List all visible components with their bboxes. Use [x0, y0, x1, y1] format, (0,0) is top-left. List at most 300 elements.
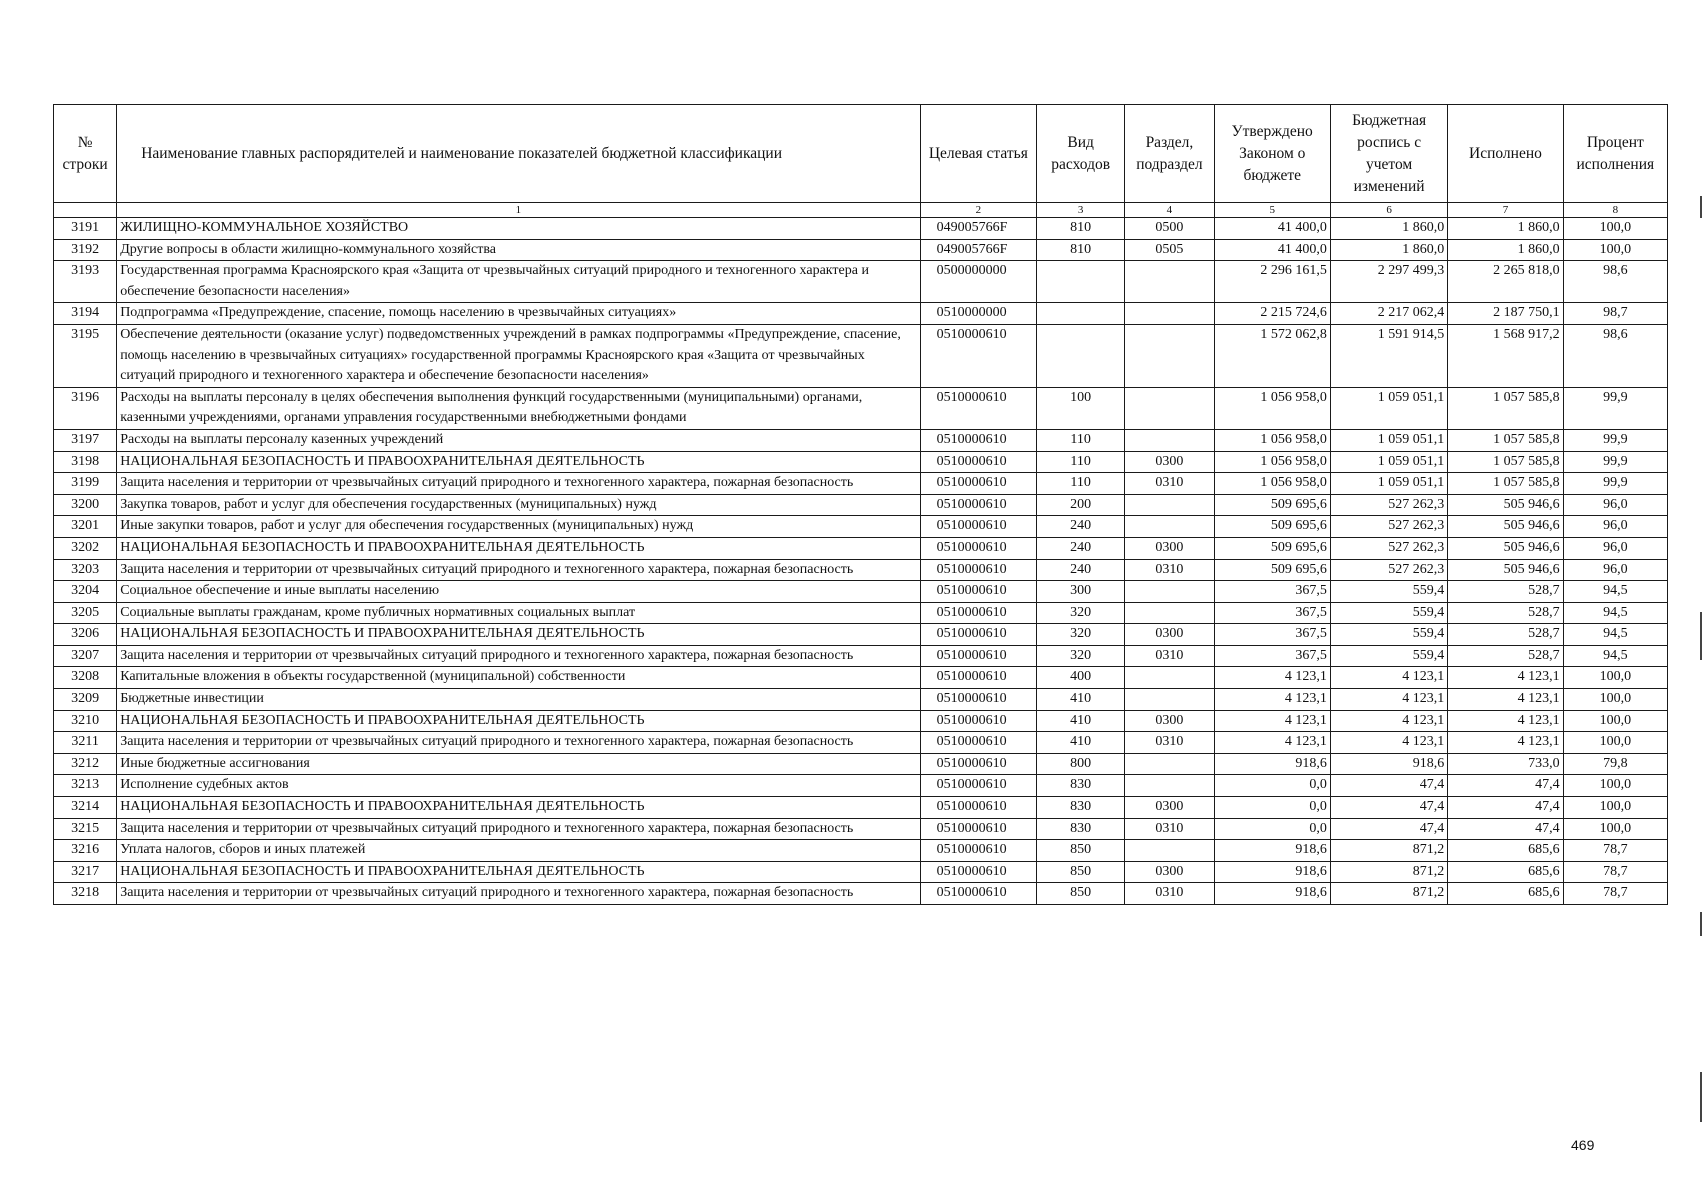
approved-amount: 918,6: [1214, 861, 1330, 883]
row-number: 3217: [54, 861, 117, 883]
execution-percent: 78,7: [1563, 861, 1667, 883]
row-number: 3206: [54, 624, 117, 646]
executed-amount: 685,6: [1448, 861, 1563, 883]
table-row: [54, 559, 1668, 581]
expense-type: 830: [1037, 818, 1125, 840]
table-header: [54, 105, 1668, 218]
approved-amount: 367,5: [1214, 645, 1330, 667]
expense-type: 240: [1037, 516, 1125, 538]
section-code: 0310: [1125, 732, 1214, 754]
row-name: НАЦИОНАЛЬНАЯ БЕЗОПАСНОСТЬ И ПРАВООХРАНИТЕЛЬНАЯ ДЕЯТЕЛЬНОСТЬ: [117, 624, 920, 646]
budget-amount: 2 297 499,3: [1330, 261, 1447, 303]
budget-amount: 4 123,1: [1330, 689, 1447, 711]
target-article: 0510000610: [920, 753, 1036, 775]
target-article: 0510000610: [920, 797, 1036, 819]
table-row: [54, 581, 1668, 603]
budget-amount: 871,2: [1330, 840, 1447, 862]
column-number: 5: [1214, 203, 1330, 218]
row-number: 3214: [54, 797, 117, 819]
approved-amount: 367,5: [1214, 581, 1330, 603]
table-row: [54, 261, 1668, 303]
column-number: 7: [1448, 203, 1563, 218]
row-number: 3194: [54, 303, 117, 325]
budget-amount: 1 860,0: [1330, 218, 1447, 240]
table-row: [54, 732, 1668, 754]
col-expense-type-header: Вид расходов: [1037, 105, 1125, 203]
target-article: 049005766F: [920, 239, 1036, 261]
target-article: 049005766F: [920, 218, 1036, 240]
section-code: 0310: [1125, 645, 1214, 667]
target-article: 0510000610: [920, 624, 1036, 646]
executed-amount: 1 860,0: [1448, 239, 1563, 261]
col-article-header: Целевая статья: [920, 105, 1036, 203]
budget-amount: 918,6: [1330, 753, 1447, 775]
budget-amount: 871,2: [1330, 883, 1447, 905]
executed-amount: 2 265 818,0: [1448, 261, 1563, 303]
target-article: 0510000610: [920, 840, 1036, 862]
executed-amount: 685,6: [1448, 840, 1563, 862]
approved-amount: 4 123,1: [1214, 689, 1330, 711]
table-row: [54, 537, 1668, 559]
row-number: 3209: [54, 689, 117, 711]
approved-amount: 367,5: [1214, 602, 1330, 624]
expense-type: 320: [1037, 645, 1125, 667]
budget-amount: 1 059 051,1: [1330, 473, 1447, 495]
target-article: 0510000610: [920, 645, 1036, 667]
row-name: НАЦИОНАЛЬНАЯ БЕЗОПАСНОСТЬ И ПРАВООХРАНИТЕЛЬНАЯ ДЕЯТЕЛЬНОСТЬ: [117, 710, 920, 732]
table-row: [54, 710, 1668, 732]
row-name: Расходы на выплаты персоналу в целях обеспечения выполнения функций государственными (муниципальными) органами, казенными учреждениями, органами управления государственными внебюджетными фондами: [117, 387, 920, 429]
section-code: [1125, 516, 1214, 538]
table-row: [54, 387, 1668, 429]
budget-amount: 559,4: [1330, 602, 1447, 624]
row-number: 3213: [54, 775, 117, 797]
row-name: Другие вопросы в области жилищно-коммунального хозяйства: [117, 239, 920, 261]
execution-percent: 94,5: [1563, 581, 1667, 603]
expense-type: 410: [1037, 710, 1125, 732]
table-row: [54, 303, 1668, 325]
expense-type: 410: [1037, 732, 1125, 754]
approved-amount: 367,5: [1214, 624, 1330, 646]
table-row: [54, 775, 1668, 797]
target-article: 0510000610: [920, 387, 1036, 429]
executed-amount: 4 123,1: [1448, 710, 1563, 732]
executed-amount: 528,7: [1448, 645, 1563, 667]
approved-amount: 0,0: [1214, 818, 1330, 840]
table-row: [54, 494, 1668, 516]
target-article: 0510000610: [920, 451, 1036, 473]
row-number: 3203: [54, 559, 117, 581]
scan-edge-mark: [1700, 1072, 1702, 1122]
row-number: 3207: [54, 645, 117, 667]
header-row: [54, 105, 1668, 203]
target-article: 0510000610: [920, 581, 1036, 603]
expense-type: 850: [1037, 840, 1125, 862]
section-code: [1125, 602, 1214, 624]
execution-percent: 98,6: [1563, 324, 1667, 387]
target-article: 0510000610: [920, 537, 1036, 559]
executed-amount: 505 946,6: [1448, 516, 1563, 538]
row-number: 3218: [54, 883, 117, 905]
scan-edge-mark: [1700, 196, 1702, 218]
row-number: 3216: [54, 840, 117, 862]
expense-type: [1037, 303, 1125, 325]
target-article: 0510000610: [920, 775, 1036, 797]
col-row-number-header: № строки: [54, 105, 117, 203]
row-name: Обеспечение деятельности (оказание услуг) подведомственных учреждений в рамках подпрограммы «Предупреждение, спасение, помощь населению в чрезвычайных ситуациях» государственной программы Красноярского края «Защита от чрезвычайных ситуаций природного и техногенного характера и обеспечение безопасности населения»: [117, 324, 920, 387]
row-number: 3201: [54, 516, 117, 538]
row-number: 3196: [54, 387, 117, 429]
expense-type: [1037, 261, 1125, 303]
executed-amount: 685,6: [1448, 883, 1563, 905]
target-article: 0510000610: [920, 494, 1036, 516]
row-name: Защита населения и территории от чрезвычайных ситуаций природного и техногенного характера, пожарная безопасность: [117, 732, 920, 754]
expense-type: 100: [1037, 387, 1125, 429]
approved-amount: 2 296 161,5: [1214, 261, 1330, 303]
budget-amount: 1 591 914,5: [1330, 324, 1447, 387]
approved-amount: 509 695,6: [1214, 494, 1330, 516]
budget-amount: 1 059 051,1: [1330, 429, 1447, 451]
budget-amount: 1 059 051,1: [1330, 451, 1447, 473]
execution-percent: 100,0: [1563, 797, 1667, 819]
table-row: [54, 667, 1668, 689]
scan-edge-mark: [1700, 912, 1702, 936]
row-number: 3191: [54, 218, 117, 240]
approved-amount: 0,0: [1214, 775, 1330, 797]
col-name-header: Наименование главных распорядителей и наименование показателей бюджетной классификации: [117, 105, 920, 203]
column-number: 6: [1330, 203, 1447, 218]
executed-amount: 47,4: [1448, 818, 1563, 840]
row-name: Закупка товаров, работ и услуг для обеспечения государственных (муниципальных) нужд: [117, 494, 920, 516]
approved-amount: 918,6: [1214, 883, 1330, 905]
budget-amount: 1 059 051,1: [1330, 387, 1447, 429]
execution-percent: 96,0: [1563, 516, 1667, 538]
executed-amount: 1 057 585,8: [1448, 429, 1563, 451]
row-name: Защита населения и территории от чрезвычайных ситуаций природного и техногенного характера, пожарная безопасность: [117, 883, 920, 905]
approved-amount: 1 056 958,0: [1214, 429, 1330, 451]
budget-amount: 527 262,3: [1330, 559, 1447, 581]
table-row: [54, 753, 1668, 775]
row-number: 3195: [54, 324, 117, 387]
budget-amount: 527 262,3: [1330, 537, 1447, 559]
expense-type: 240: [1037, 559, 1125, 581]
expense-type: 400: [1037, 667, 1125, 689]
approved-amount: 4 123,1: [1214, 667, 1330, 689]
executed-amount: 505 946,6: [1448, 494, 1563, 516]
column-number: 1: [117, 203, 920, 218]
section-code: 0300: [1125, 861, 1214, 883]
expense-type: 850: [1037, 861, 1125, 883]
row-number: 3200: [54, 494, 117, 516]
approved-amount: 509 695,6: [1214, 559, 1330, 581]
expense-type: 200: [1037, 494, 1125, 516]
row-name: НАЦИОНАЛЬНАЯ БЕЗОПАСНОСТЬ И ПРАВООХРАНИТЕЛЬНАЯ ДЕЯТЕЛЬНОСТЬ: [117, 797, 920, 819]
execution-percent: 99,9: [1563, 451, 1667, 473]
section-code: [1125, 753, 1214, 775]
approved-amount: 4 123,1: [1214, 732, 1330, 754]
table-row: [54, 883, 1668, 905]
expense-type: 110: [1037, 451, 1125, 473]
col-approved-header: Утверждено Законом о бюджете: [1214, 105, 1330, 203]
section-code: [1125, 581, 1214, 603]
section-code: 0300: [1125, 710, 1214, 732]
table-body: [54, 218, 1668, 905]
executed-amount: 4 123,1: [1448, 667, 1563, 689]
target-article: 0510000610: [920, 689, 1036, 711]
execution-percent: 94,5: [1563, 602, 1667, 624]
table-row: [54, 218, 1668, 240]
target-article: 0500000000: [920, 261, 1036, 303]
section-code: 0310: [1125, 883, 1214, 905]
section-code: 0310: [1125, 559, 1214, 581]
approved-amount: 1 572 062,8: [1214, 324, 1330, 387]
executed-amount: 505 946,6: [1448, 537, 1563, 559]
execution-percent: 96,0: [1563, 494, 1667, 516]
execution-percent: 94,5: [1563, 624, 1667, 646]
row-number: 3205: [54, 602, 117, 624]
execution-percent: 100,0: [1563, 818, 1667, 840]
section-code: [1125, 775, 1214, 797]
target-article: 0510000610: [920, 473, 1036, 495]
col-executed-header: Исполнено: [1448, 105, 1563, 203]
executed-amount: 1 568 917,2: [1448, 324, 1563, 387]
execution-percent: 94,5: [1563, 645, 1667, 667]
row-number: 3193: [54, 261, 117, 303]
approved-amount: 509 695,6: [1214, 537, 1330, 559]
executed-amount: 4 123,1: [1448, 732, 1563, 754]
section-code: [1125, 387, 1214, 429]
col-percent-header: Процент исполнения: [1563, 105, 1667, 203]
table-row: [54, 324, 1668, 387]
target-article: 0510000610: [920, 516, 1036, 538]
row-name: Уплата налогов, сборов и иных платежей: [117, 840, 920, 862]
expense-type: 110: [1037, 473, 1125, 495]
target-article: 0510000610: [920, 861, 1036, 883]
target-article: 0510000610: [920, 667, 1036, 689]
row-name: Капитальные вложения в объекты государственной (муниципальной) собственности: [117, 667, 920, 689]
budget-amount: 559,4: [1330, 645, 1447, 667]
row-name: Защита населения и территории от чрезвычайных ситуаций природного и техногенного характера, пожарная безопасность: [117, 645, 920, 667]
approved-amount: 41 400,0: [1214, 218, 1330, 240]
section-code: 0505: [1125, 239, 1214, 261]
executed-amount: 505 946,6: [1448, 559, 1563, 581]
row-name: Исполнение судебных актов: [117, 775, 920, 797]
section-code: [1125, 261, 1214, 303]
budget-amount: 527 262,3: [1330, 494, 1447, 516]
section-code: 0300: [1125, 624, 1214, 646]
table-row: [54, 645, 1668, 667]
expense-type: 110: [1037, 429, 1125, 451]
execution-percent: 78,7: [1563, 840, 1667, 862]
section-code: [1125, 667, 1214, 689]
row-name: НАЦИОНАЛЬНАЯ БЕЗОПАСНОСТЬ И ПРАВООХРАНИТЕЛЬНАЯ ДЕЯТЕЛЬНОСТЬ: [117, 861, 920, 883]
scan-edge-mark: [1700, 612, 1702, 660]
executed-amount: 47,4: [1448, 797, 1563, 819]
row-name: Защита населения и территории от чрезвычайных ситуаций природного и техногенного характера, пожарная безопасность: [117, 559, 920, 581]
executed-amount: 4 123,1: [1448, 689, 1563, 711]
section-code: [1125, 494, 1214, 516]
approved-amount: 41 400,0: [1214, 239, 1330, 261]
approved-amount: 918,6: [1214, 753, 1330, 775]
executed-amount: 1 057 585,8: [1448, 387, 1563, 429]
column-number: 8: [1563, 203, 1667, 218]
approved-amount: 0,0: [1214, 797, 1330, 819]
row-number: 3211: [54, 732, 117, 754]
expense-type: 850: [1037, 883, 1125, 905]
budget-amount: 1 860,0: [1330, 239, 1447, 261]
executed-amount: 2 187 750,1: [1448, 303, 1563, 325]
target-article: 0510000610: [920, 559, 1036, 581]
expense-type: 830: [1037, 775, 1125, 797]
table-row: [54, 516, 1668, 538]
row-name: Расходы на выплаты персоналу казенных учреждений: [117, 429, 920, 451]
row-name: НАЦИОНАЛЬНАЯ БЕЗОПАСНОСТЬ И ПРАВООХРАНИТЕЛЬНАЯ ДЕЯТЕЛЬНОСТЬ: [117, 537, 920, 559]
section-code: [1125, 840, 1214, 862]
row-name: Социальное обеспечение и иные выплаты населению: [117, 581, 920, 603]
section-code: [1125, 303, 1214, 325]
section-code: 0300: [1125, 451, 1214, 473]
row-number: 3198: [54, 451, 117, 473]
column-number: 3: [1037, 203, 1125, 218]
expense-type: [1037, 324, 1125, 387]
execution-percent: 78,7: [1563, 883, 1667, 905]
table-row: [54, 624, 1668, 646]
approved-amount: 1 056 958,0: [1214, 473, 1330, 495]
expense-type: 810: [1037, 218, 1125, 240]
budget-amount: 559,4: [1330, 624, 1447, 646]
budget-amount: 2 217 062,4: [1330, 303, 1447, 325]
table-row: [54, 818, 1668, 840]
table-row: [54, 689, 1668, 711]
execution-percent: 100,0: [1563, 667, 1667, 689]
table-row: [54, 473, 1668, 495]
row-number: 3210: [54, 710, 117, 732]
expense-type: 830: [1037, 797, 1125, 819]
row-number: 3192: [54, 239, 117, 261]
execution-percent: 100,0: [1563, 732, 1667, 754]
target-article: 0510000610: [920, 732, 1036, 754]
execution-percent: 99,9: [1563, 473, 1667, 495]
row-name: Подпрограмма «Предупреждение, спасение, помощь населению в чрезвычайных ситуациях»: [117, 303, 920, 325]
budget-amount: 871,2: [1330, 861, 1447, 883]
executed-amount: 47,4: [1448, 775, 1563, 797]
budget-amount: 47,4: [1330, 775, 1447, 797]
column-number: 2: [920, 203, 1036, 218]
column-number: [54, 203, 117, 218]
execution-percent: 98,6: [1563, 261, 1667, 303]
section-code: 0300: [1125, 797, 1214, 819]
column-numbering-row: [54, 203, 1668, 218]
table-row: [54, 861, 1668, 883]
approved-amount: 1 056 958,0: [1214, 451, 1330, 473]
execution-percent: 100,0: [1563, 239, 1667, 261]
executed-amount: 528,7: [1448, 602, 1563, 624]
execution-percent: 99,9: [1563, 387, 1667, 429]
section-code: 0310: [1125, 473, 1214, 495]
target-article: 0510000610: [920, 883, 1036, 905]
target-article: 0510000610: [920, 710, 1036, 732]
execution-percent: 100,0: [1563, 775, 1667, 797]
target-article: 0510000610: [920, 602, 1036, 624]
table-row: [54, 840, 1668, 862]
executed-amount: 733,0: [1448, 753, 1563, 775]
col-budget-header: Бюджетная роспись с учетом изменений: [1330, 105, 1447, 203]
column-number: 4: [1125, 203, 1214, 218]
section-code: 0310: [1125, 818, 1214, 840]
table-row: [54, 451, 1668, 473]
table-row: [54, 797, 1668, 819]
row-name: Иные закупки товаров, работ и услуг для обеспечения государственных (муниципальных) нужд: [117, 516, 920, 538]
budget-amount: 559,4: [1330, 581, 1447, 603]
row-name: Государственная программа Красноярского края «Защита от чрезвычайных ситуаций природного и техногенного характера и обеспечение безопасности населения»: [117, 261, 920, 303]
execution-percent: 99,9: [1563, 429, 1667, 451]
executed-amount: 1 057 585,8: [1448, 451, 1563, 473]
expense-type: 320: [1037, 602, 1125, 624]
budget-amount: 47,4: [1330, 797, 1447, 819]
execution-percent: 96,0: [1563, 537, 1667, 559]
expense-type: 320: [1037, 624, 1125, 646]
target-article: 0510000610: [920, 818, 1036, 840]
row-name: Защита населения и территории от чрезвычайных ситуаций природного и техногенного характера, пожарная безопасность: [117, 818, 920, 840]
row-name: Социальные выплаты гражданам, кроме публичных нормативных социальных выплат: [117, 602, 920, 624]
execution-percent: 96,0: [1563, 559, 1667, 581]
section-code: [1125, 429, 1214, 451]
section-code: 0500: [1125, 218, 1214, 240]
row-number: 3202: [54, 537, 117, 559]
row-number: 3212: [54, 753, 117, 775]
execution-percent: 100,0: [1563, 689, 1667, 711]
budget-amount: 47,4: [1330, 818, 1447, 840]
approved-amount: 1 056 958,0: [1214, 387, 1330, 429]
budget-execution-table: [53, 104, 1668, 905]
execution-percent: 100,0: [1563, 710, 1667, 732]
target-article: 0510000000: [920, 303, 1036, 325]
expense-type: 810: [1037, 239, 1125, 261]
table-row: [54, 239, 1668, 261]
row-name: Бюджетные инвестиции: [117, 689, 920, 711]
budget-amount: 4 123,1: [1330, 710, 1447, 732]
execution-percent: 98,7: [1563, 303, 1667, 325]
expense-type: 300: [1037, 581, 1125, 603]
execution-percent: 100,0: [1563, 218, 1667, 240]
table-row: [54, 429, 1668, 451]
row-name: Защита населения и территории от чрезвычайных ситуаций природного и техногенного характера, пожарная безопасность: [117, 473, 920, 495]
execution-percent: 79,8: [1563, 753, 1667, 775]
row-number: 3197: [54, 429, 117, 451]
page-number: 469: [1571, 1137, 1595, 1153]
expense-type: 800: [1037, 753, 1125, 775]
budget-amount: 4 123,1: [1330, 667, 1447, 689]
budget-amount: 4 123,1: [1330, 732, 1447, 754]
section-code: [1125, 689, 1214, 711]
executed-amount: 528,7: [1448, 581, 1563, 603]
section-code: 0300: [1125, 537, 1214, 559]
approved-amount: 509 695,6: [1214, 516, 1330, 538]
expense-type: 410: [1037, 689, 1125, 711]
row-name: Иные бюджетные ассигнования: [117, 753, 920, 775]
budget-amount: 527 262,3: [1330, 516, 1447, 538]
executed-amount: 1 057 585,8: [1448, 473, 1563, 495]
col-section-header: Раздел, подраздел: [1125, 105, 1214, 203]
approved-amount: 2 215 724,6: [1214, 303, 1330, 325]
executed-amount: 1 860,0: [1448, 218, 1563, 240]
row-number: 3204: [54, 581, 117, 603]
row-number: 3199: [54, 473, 117, 495]
approved-amount: 918,6: [1214, 840, 1330, 862]
target-article: 0510000610: [920, 429, 1036, 451]
section-code: [1125, 324, 1214, 387]
table-row: [54, 602, 1668, 624]
